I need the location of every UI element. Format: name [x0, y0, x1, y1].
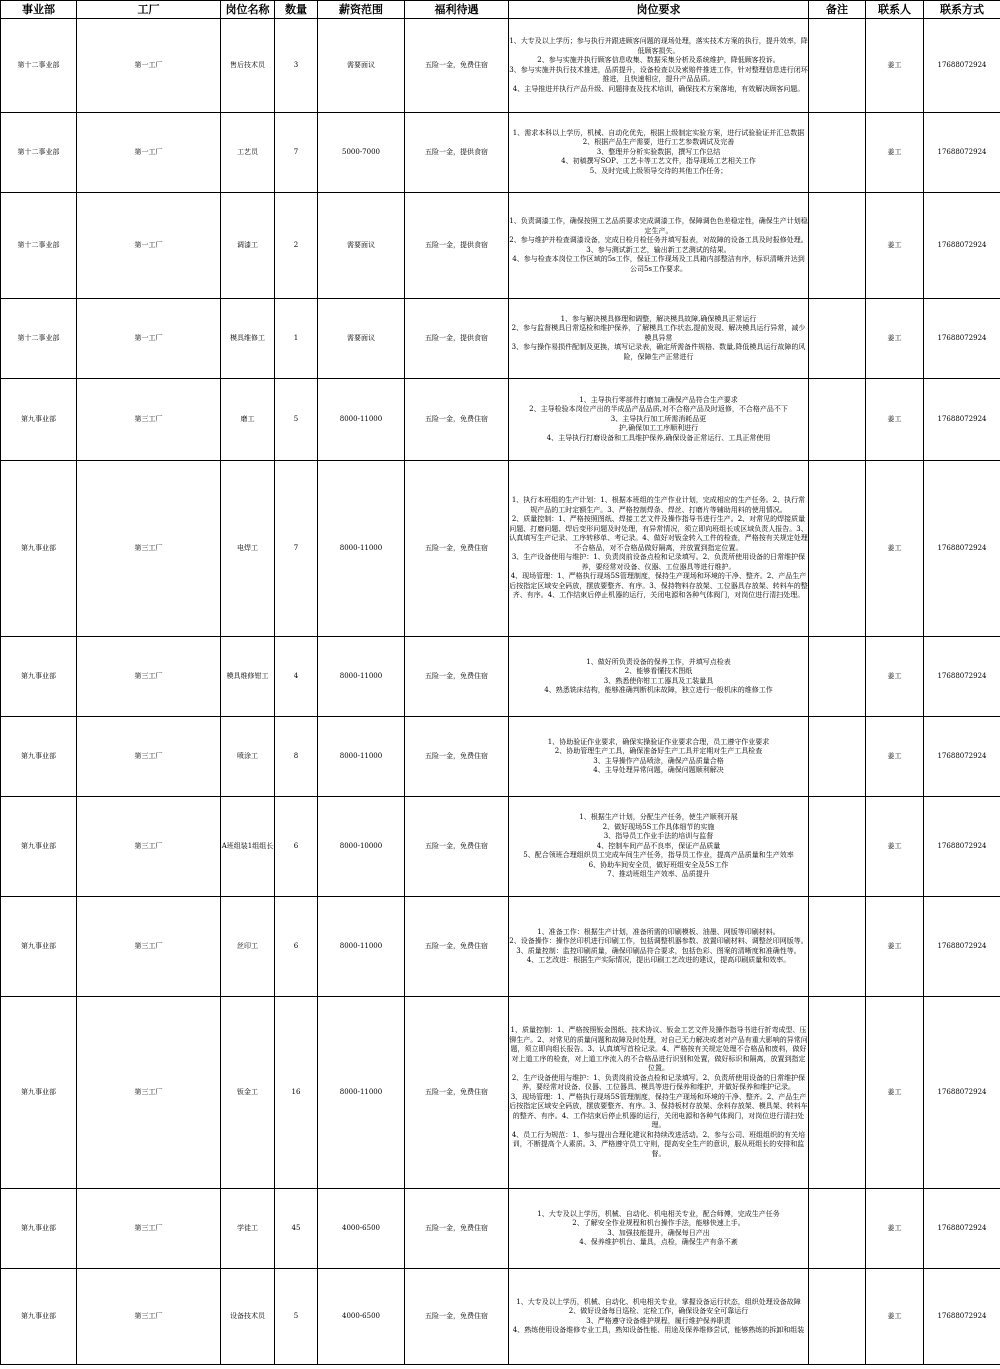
note-cell: [809, 379, 866, 461]
dept-cell: 第九事业部: [1, 897, 77, 997]
phone-cell: 17688072924: [924, 193, 1000, 299]
phone-cell: 17688072924: [924, 1189, 1000, 1269]
dept-cell: 第十二事业部: [1, 113, 77, 193]
position-cell: 调漆工: [221, 193, 275, 299]
phone-cell: 17688072924: [924, 797, 1000, 897]
count-cell: 16: [275, 997, 318, 1189]
salary-cell: 4000-6500: [318, 1189, 405, 1269]
header-row: [1, 1, 1000, 19]
count-cell: 1: [275, 299, 318, 379]
header-factory: 工厂: [77, 1, 221, 19]
note-cell: [809, 299, 866, 379]
note-cell: [809, 997, 866, 1189]
dept-cell: 第十二事业部: [1, 193, 77, 299]
header-welfare: 福利待遇: [405, 1, 509, 19]
dept-cell: 第九事业部: [1, 997, 77, 1189]
requirements-cell: 1、质量控制：1、严格按照钣金图纸、技术协议、钣金工艺文件及操作指导书进行折弯成型、压铆生产。2、对常见的质量问题和故障及时处理，对自己无力解决或者对产品有重大影响的异常问题，须立即向组长报告。3、认真填写首检记录。4、严格按有关规定处理不合格品和废料，做好对上道工序的检查，对上道工序流入的不合格品进行识别和处置，做好标识和隔离，放置到指定位置。 2、生产设备使用与维护：1、负责岗前设备点检和记录填写。2、负责所使用设备的日常维护保养，要经常对设备、仪器、工位器具、模具等进行保养和维护，并做好保养和维护记录。 3、现场管理：1、严格执行现场5S管理制度，保持生产现场和环境的干净、整齐。2、产品生产后按指定区域安全码放，摆放要整齐、有序。3、保持板材存放架、余料存放架、模具架、转料车的整齐、有序。4、工作结束后停止机器的运行，关闭电源和各种气体阀门，对岗位进行清扫处理。 4、员工行为规范：1、参与提出合理化建议和持续改进活动。2、参与公司、班组组织的有关培训，不断提高个人素质。3、严格遵守员工守则，提高安全生产的意识，服从班组长的安排和监督。: [509, 997, 809, 1189]
note-cell: [809, 897, 866, 997]
phone-cell: 17688072924: [924, 113, 1000, 193]
table-row: [1, 797, 1000, 897]
dept-cell: 第九事业部: [1, 1269, 77, 1365]
table-row: [1, 379, 1000, 461]
welfare-cell: 五险一金，免费住宿: [405, 997, 509, 1189]
dept-cell: 第九事业部: [1, 1189, 77, 1269]
table-row: [1, 299, 1000, 379]
contact-cell: 姜工: [866, 461, 924, 637]
contact-cell: 姜工: [866, 379, 924, 461]
factory-cell: 第三工厂: [77, 1269, 221, 1365]
dept-cell: 第九事业部: [1, 717, 77, 797]
factory-cell: 第三工厂: [77, 997, 221, 1189]
note-cell: [809, 461, 866, 637]
welfare-cell: 五险一金，提供食宿: [405, 193, 509, 299]
contact-cell: 姜工: [866, 997, 924, 1189]
dept-cell: 第九事业部: [1, 797, 77, 897]
factory-cell: 第一工厂: [77, 113, 221, 193]
factory-cell: 第三工厂: [77, 717, 221, 797]
header-note: 备注: [809, 1, 866, 19]
requirements-cell: 1、主导执行零部件打磨加工确保产品符合生产要求 2、主导检验本岗位产出的半成品产品品质,对不合格产品及时返修，不合格产品不下 3、主导执行加工所需消耗品更 护,确保加工工序顺利进行 4、主导执行打磨设备和工具维护保养,确保设备正常运行、工具正常使用: [509, 379, 809, 461]
welfare-cell: 五险一金，提供食宿: [405, 299, 509, 379]
position-cell: 模具维修钳工: [221, 637, 275, 717]
note-cell: [809, 1189, 866, 1269]
welfare-cell: 五险一金，免费住宿: [405, 717, 509, 797]
note-cell: [809, 1269, 866, 1365]
salary-cell: 需要面议: [318, 19, 405, 113]
table-row: [1, 1269, 1000, 1365]
position-cell: A班组装1组组长: [221, 797, 275, 897]
header-salary: 薪资范围: [318, 1, 405, 19]
count-cell: 4: [275, 637, 318, 717]
phone-cell: 17688072924: [924, 19, 1000, 113]
welfare-cell: 五险一金，免费住宿: [405, 637, 509, 717]
contact-cell: 姜工: [866, 1269, 924, 1365]
welfare-cell: 五险一金，免费住宿: [405, 379, 509, 461]
contact-cell: 姜工: [866, 637, 924, 717]
welfare-cell: 五险一金，提供食宿: [405, 113, 509, 193]
requirements-cell: 1、参与解决模具修理和调整，解决模具故障,确保模具正常运行 2、参与监督模具日常巡检和维护保养，了解模具工作状态,提前发现、解决模具运行异常，减少模具异常 3、参与操作易损件配制及更换，填写记录表，确定所需备件规格、数量,降低模具运行故障的风险，保障生产正常进行: [509, 299, 809, 379]
table-row: [1, 637, 1000, 717]
count-cell: 3: [275, 19, 318, 113]
table-row: [1, 1189, 1000, 1269]
phone-cell: 17688072924: [924, 461, 1000, 637]
contact-cell: 姜工: [866, 717, 924, 797]
position-cell: 丝印工: [221, 897, 275, 997]
position-cell: 模具维修工: [221, 299, 275, 379]
phone-cell: 17688072924: [924, 897, 1000, 997]
table-row: [1, 19, 1000, 113]
requirements-cell: 1、负责调漆工作，确保按照工艺品质要求完成调漆工作，保障调色色差稳定性，确保生产计划稳定生产。 2、参与维护并检查调漆设备，完成日检月检任务并填写报表，对故障的设备工具及时报修处理。 3、参与测试新工艺，输出新工艺测试的结果。 4、参与检查本岗位工作区域的5s工作，保证工作现场及工具箱内部整洁有序，标识清晰并达到公司5s工作要求。: [509, 193, 809, 299]
factory-cell: 第三工厂: [77, 1189, 221, 1269]
phone-cell: 17688072924: [924, 637, 1000, 717]
contact-cell: 姜工: [866, 113, 924, 193]
requirements-cell: 1、大专及以上学历，机械、自动化、机电相关专业，配合师傅，完成生产任务 2、了解安全作业规程和机台操作手法，能够快速上手。 3、加强技能提升，确保每日产出 4、保养维护机台、量具，点检，确保生产有条不紊: [509, 1189, 809, 1269]
table-row: [1, 997, 1000, 1189]
count-cell: 8: [275, 717, 318, 797]
salary-cell: 8000-10000: [318, 797, 405, 897]
count-cell: 45: [275, 1189, 318, 1269]
phone-cell: 17688072924: [924, 1269, 1000, 1365]
position-cell: 钣金工: [221, 997, 275, 1189]
count-cell: 7: [275, 461, 318, 637]
salary-cell: 8000-11000: [318, 997, 405, 1189]
salary-cell: 8000-11000: [318, 379, 405, 461]
position-cell: 学徒工: [221, 1189, 275, 1269]
note-cell: [809, 113, 866, 193]
salary-cell: 需要面议: [318, 193, 405, 299]
note-cell: [809, 637, 866, 717]
note-cell: [809, 717, 866, 797]
requirements-cell: 1、做好所负责设备的保养工作，并填写点检表 2、能够看懂技术图纸 3、熟悉使你钳工工器具及工装量具 4、熟悉铣床结构，能够准确判断机床故障，独立进行一般机床的维修工作: [509, 637, 809, 717]
welfare-cell: 五险一金，免费住宿: [405, 797, 509, 897]
salary-cell: 4000-6500: [318, 1269, 405, 1365]
requirements-cell: 1、执行本班组的生产计划：1、根据本班组的生产作业计划，完成相应的生产任务。2、执行常规产品的工时定额生产。3、严格控制焊条、焊丝、打磨片等辅助用料的使用情况。 2、质量控制：1、严格按照图纸、焊接工艺文件及操作指导书进行生产。2、对常见的焊接质量问题、打磨问题、焊后变形问题及时处理，有异常情况，须立即向班组长或区域负责人报告。3、认真填写生产记录、工序转移单、考记录。4、做好对钣金转入工件的检查，严格按有关规定处理不合格品，对不合格品做好隔离，并放置到指定位置。 3、生产设备使用与维护：1、负责岗前设备点检和记录填写。2、负责所使用设备的日常维护保养，要经常对设备、仪器、工位器具等进行维护。 4、现场管理：1、严格执行现场5S管理制度，保持生产现场和环境的干净、整齐。2、产品生产后按指定区域安全码放，摆放要整齐、有序。3、保持物料存放架、工位器具存放架、转料车的整齐、有序。4、工作结束后停止机器的运行，关闭电源和各种气体阀门，对岗位进行清扫处理。: [509, 461, 809, 637]
dept-cell: 第九事业部: [1, 461, 77, 637]
position-cell: 售后技术员: [221, 19, 275, 113]
requirements-cell: 1、大专及以上学历；参与执行并跟进顾客问题的现场处理，落实技术方案的执行，提升效率，降低顾客损失。 2、参与实施并执行顾客信息收集、数据采集分析及系统维护，降低顾客投诉。 3、参与实施并执行技术推进，品质提升，设备检查以及索赔件推进工作，针对整理信息进行闭环推进，且快速相应，提升产品品质。 4、主导推进并执行产品升级、问题排查及技术培训，确保技术方案落地，有效解决顾客问题。: [509, 19, 809, 113]
contact-cell: 姜工: [866, 193, 924, 299]
salary-cell: 8000-11000: [318, 637, 405, 717]
note-cell: [809, 19, 866, 113]
dept-cell: 第十二事业部: [1, 19, 77, 113]
requirements-cell: 1、协助验证作业要求，确保实操验证作业要求合理，员工遵守作业要求 2、协助管理生产工具，确保准备好生产工具并定期对生产工具检查 3、主导操作产品喷涂，确保产品质量合格 4、主导处理异常问题，确保问题顺利解决: [509, 717, 809, 797]
count-cell: 6: [275, 797, 318, 897]
salary-cell: 5000-7000: [318, 113, 405, 193]
table-row: [1, 897, 1000, 997]
dept-cell: 第九事业部: [1, 637, 77, 717]
position-cell: 工艺员: [221, 113, 275, 193]
salary-cell: 8000-11000: [318, 897, 405, 997]
factory-cell: 第三工厂: [77, 379, 221, 461]
phone-cell: 17688072924: [924, 379, 1000, 461]
phone-cell: 17688072924: [924, 717, 1000, 797]
table-row: [1, 461, 1000, 637]
contact-cell: 姜工: [866, 19, 924, 113]
salary-cell: 8000-11000: [318, 717, 405, 797]
contact-cell: 姜工: [866, 797, 924, 897]
welfare-cell: 五险一金，免费住宿: [405, 19, 509, 113]
note-cell: [809, 797, 866, 897]
factory-cell: 第一工厂: [77, 193, 221, 299]
header-position: 岗位名称: [221, 1, 275, 19]
contact-cell: 姜工: [866, 897, 924, 997]
factory-cell: 第一工厂: [77, 299, 221, 379]
header-requirements: 岗位要求: [509, 1, 809, 19]
table-row: [1, 193, 1000, 299]
count-cell: 7: [275, 113, 318, 193]
factory-cell: 第一工厂: [77, 19, 221, 113]
position-cell: 电焊工: [221, 461, 275, 637]
factory-cell: 第三工厂: [77, 797, 221, 897]
phone-cell: 17688072924: [924, 299, 1000, 379]
contact-cell: 姜工: [866, 299, 924, 379]
factory-cell: 第三工厂: [77, 461, 221, 637]
header-phone: 联系方式: [924, 1, 1000, 19]
factory-cell: 第三工厂: [77, 637, 221, 717]
contact-cell: 姜工: [866, 1189, 924, 1269]
requirements-cell: 1、需求本科以上学历，机械、自动化优先，根据上级制定实验方案，进行试验验证并汇总数据 2、根据产品生产需要，进行工艺参数调试及完善 3、整理并分析实验数据，撰写工作总结 4、初稿撰写SOP、工艺卡等工艺文件，指导现场工艺相关工作 5、及时完成上级领导交待的其他工作任务；: [509, 113, 809, 193]
welfare-cell: 五险一金，免费住宿: [405, 461, 509, 637]
requirements-cell: 1、准备工作：根据生产计划，准备所需的印刷模板、油墨、网版等印刷材料。 2、设备操作：操作丝印机进行印刷工作，包括调整机器参数、放置印刷材料、调整丝印网版等。 3、质量控制：监控印刷质量，确保印刷品符合要求，包括色彩、图案的清晰度和准确性等。 4、工艺改进：根据生产实际情况，提出印刷工艺改进的建议，提高印刷质量和效率。: [509, 897, 809, 997]
header-contact: 联系人: [866, 1, 924, 19]
table-row: [1, 717, 1000, 797]
factory-cell: 第三工厂: [77, 897, 221, 997]
note-cell: [809, 193, 866, 299]
position-cell: 喷涂工: [221, 717, 275, 797]
count-cell: 2: [275, 193, 318, 299]
count-cell: 6: [275, 897, 318, 997]
table-row: [1, 113, 1000, 193]
dept-cell: 第九事业部: [1, 379, 77, 461]
dept-cell: 第十二事业部: [1, 299, 77, 379]
phone-cell: 17688072924: [924, 997, 1000, 1189]
salary-cell: 8000-11000: [318, 461, 405, 637]
welfare-cell: 五险一金，免费住宿: [405, 1269, 509, 1365]
header-count: 数量: [275, 1, 318, 19]
welfare-cell: 五险一金，免费住宿: [405, 897, 509, 997]
position-cell: 磨工: [221, 379, 275, 461]
requirements-cell: 1、根据生产计划，分配生产任务，使生产顺利开展 2、做好现场5S工作具体细节的实施 3、指导员工作业手法的培训与监督 4、控制车间产品不良率，保证产品质量 5、配合领班合理组织员工完成车间生产任务，指导员工作业，提高产品质量和生产效率 6、协助车间安全员，做好班组安全及5S工作 7、推动班组生产效率、品质提升: [509, 797, 809, 897]
welfare-cell: 五险一金，免费住宿: [405, 1189, 509, 1269]
position-cell: 设备技术员: [221, 1269, 275, 1365]
salary-cell: 需要面议: [318, 299, 405, 379]
count-cell: 5: [275, 1269, 318, 1365]
header-dept: 事业部: [1, 1, 77, 19]
requirements-cell: 1、大专及以上学历，机械、自动化、机电相关专业，掌握设备运行状态，组织处理设备故障 2、做好设备每日巡检、定检工作，确保设备安全可靠运行 3、严格遵守设备维护规程，履行维护保养职责 4、熟练使用设备维修专业工具，熟知设备性能、用途及保养维修尝试，能够熟练的拆卸和组装: [509, 1269, 809, 1365]
count-cell: 5: [275, 379, 318, 461]
